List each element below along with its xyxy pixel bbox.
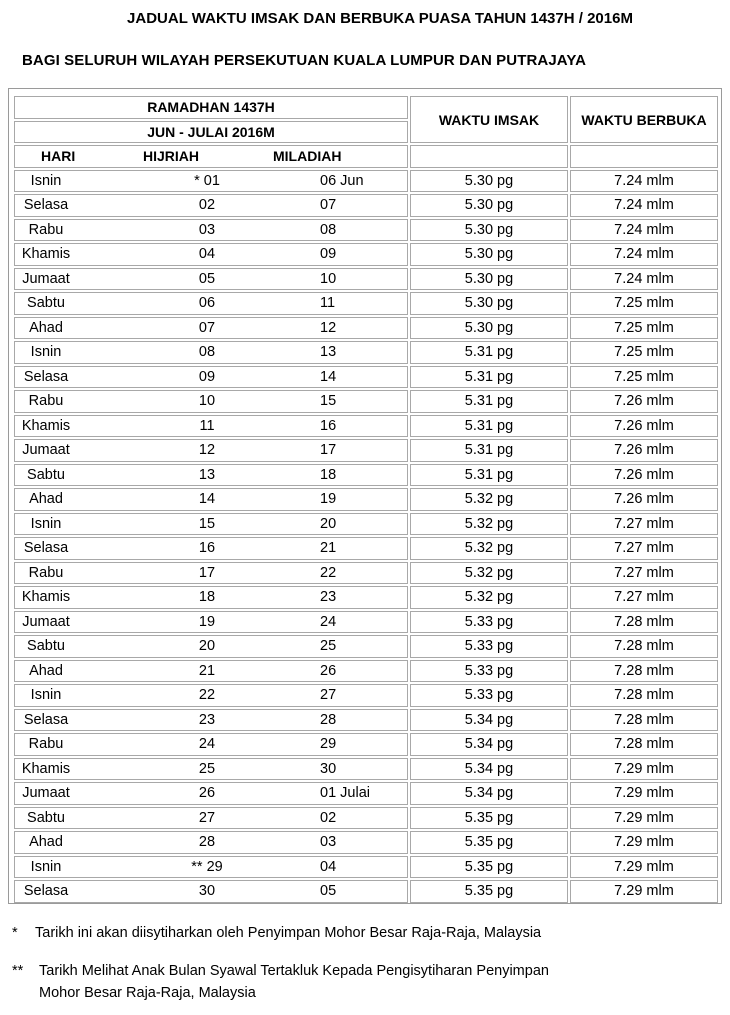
hijriah-value: 24 <box>198 736 216 753</box>
imsak-time: 5.34 pg <box>410 709 568 732</box>
day-date-cell <box>14 513 408 536</box>
hari-value: Rabu <box>28 221 64 238</box>
schedule-table <box>12 94 720 905</box>
hijriah-value: 27 <box>198 809 216 826</box>
table-row <box>14 292 718 315</box>
table-row <box>14 586 718 609</box>
table-row <box>14 488 718 511</box>
header-ramadhan: RAMADHAN 1437H <box>14 96 408 119</box>
day-date-cell <box>14 880 408 903</box>
table-row <box>14 268 718 291</box>
day-date-cell <box>14 611 408 634</box>
day-date-cell <box>14 856 408 879</box>
hijriah-value: * 01 <box>194 172 220 189</box>
hari-value: Rabu <box>28 393 64 410</box>
imsak-time: 5.30 pg <box>410 243 568 266</box>
imsak-time: 5.33 pg <box>410 660 568 683</box>
berbuka-time: 7.25 mlm <box>570 317 718 340</box>
miladiah-value: 04 <box>320 858 337 875</box>
table-row <box>14 464 718 487</box>
footnote-1-text: Tarikh ini akan diisytiharkan oleh Penyimpan Mohor Besar Raja-Raja, Malaysia <box>35 925 542 941</box>
day-date-cell <box>14 390 408 413</box>
hijriah-value: 04 <box>198 246 216 263</box>
day-date-cell <box>14 635 408 658</box>
imsak-time: 5.31 pg <box>410 341 568 364</box>
berbuka-time: 7.24 mlm <box>570 170 718 193</box>
hari-value: Selasa <box>23 197 69 214</box>
imsak-time: 5.31 pg <box>410 390 568 413</box>
day-date-cell <box>14 758 408 781</box>
berbuka-time: 7.27 mlm <box>570 562 718 585</box>
day-date-cell <box>14 831 408 854</box>
miladiah-value: 18 <box>320 466 337 483</box>
imsak-time: 5.30 pg <box>410 317 568 340</box>
day-date-cell <box>14 268 408 291</box>
hari-value: Jumaat <box>22 613 70 630</box>
table-row <box>14 733 718 756</box>
hijriah-value: 03 <box>198 221 216 238</box>
hari-value: Khamis <box>21 760 71 777</box>
hari-value: Jumaat <box>22 785 70 802</box>
hari-value: Selasa <box>23 368 69 385</box>
hari-value: Khamis <box>21 589 71 606</box>
berbuka-time: 7.27 mlm <box>570 586 718 609</box>
header-miladiah: MILADIAH <box>273 148 342 165</box>
imsak-time: 5.30 pg <box>410 170 568 193</box>
hijriah-value: 07 <box>198 319 216 336</box>
hijriah-value: 28 <box>198 834 216 851</box>
hari-value: Isnin <box>30 172 62 189</box>
miladiah-value: 30 <box>320 760 337 777</box>
day-date-cell <box>14 292 408 315</box>
day-date-cell <box>14 537 408 560</box>
hari-value: Ahad <box>29 319 63 336</box>
day-date-cell <box>14 415 408 438</box>
berbuka-time: 7.28 mlm <box>570 611 718 634</box>
miladiah-value: 02 <box>320 809 337 826</box>
berbuka-time: 7.25 mlm <box>570 366 718 389</box>
miladiah-value: 01 Julai <box>320 785 370 802</box>
imsak-time: 5.33 pg <box>410 611 568 634</box>
miladiah-value: 27 <box>320 687 337 704</box>
table-row <box>14 611 718 634</box>
miladiah-value: 16 <box>320 417 337 434</box>
hari-value: Selasa <box>23 711 69 728</box>
berbuka-time: 7.25 mlm <box>570 292 718 315</box>
imsak-time: 5.35 pg <box>410 807 568 830</box>
header-row-1 <box>14 96 718 119</box>
table-row <box>14 341 718 364</box>
miladiah-value: 22 <box>320 564 337 581</box>
hijriah-value: 19 <box>198 613 216 630</box>
hijriah-value: 25 <box>198 760 216 777</box>
hari-value: Sabtu <box>27 638 65 655</box>
day-date-cell <box>14 194 408 217</box>
table-row <box>14 439 718 462</box>
miladiah-value: 20 <box>320 515 337 532</box>
hari-value: Sabtu <box>27 466 65 483</box>
table-row <box>14 194 718 217</box>
hari-value: Sabtu <box>27 295 65 312</box>
miladiah-value: 26 <box>320 662 337 679</box>
miladiah-value: 24 <box>320 613 337 630</box>
hijriah-value: 02 <box>198 197 216 214</box>
day-date-cell <box>14 170 408 193</box>
table-row <box>14 513 718 536</box>
miladiah-value: 21 <box>320 540 337 557</box>
miladiah-value: 13 <box>320 344 337 361</box>
hari-value: Jumaat <box>22 270 70 287</box>
table-row <box>14 170 718 193</box>
day-date-cell <box>14 341 408 364</box>
hijriah-value: 14 <box>198 491 216 508</box>
table-row <box>14 880 718 903</box>
table-row <box>14 635 718 658</box>
imsak-time: 5.30 pg <box>410 219 568 242</box>
berbuka-time: 7.24 mlm <box>570 219 718 242</box>
imsak-time: 5.32 pg <box>410 513 568 536</box>
hari-value: Isnin <box>30 687 62 704</box>
berbuka-time: 7.26 mlm <box>570 415 718 438</box>
imsak-time: 5.34 pg <box>410 758 568 781</box>
imsak-time: 5.31 pg <box>410 464 568 487</box>
table-row <box>14 366 718 389</box>
berbuka-time: 7.26 mlm <box>570 390 718 413</box>
berbuka-time: 7.29 mlm <box>570 880 718 903</box>
table-row <box>14 807 718 830</box>
hijriah-value: 26 <box>198 785 216 802</box>
miladiah-value: 23 <box>320 589 337 606</box>
day-date-cell <box>14 733 408 756</box>
day-date-cell <box>14 488 408 511</box>
hijriah-value: 30 <box>198 883 216 900</box>
berbuka-time: 7.24 mlm <box>570 268 718 291</box>
day-date-cell <box>14 464 408 487</box>
imsak-time: 5.32 pg <box>410 562 568 585</box>
hijriah-value: 22 <box>198 687 216 704</box>
header-row-3 <box>14 145 718 168</box>
table-row <box>14 660 718 683</box>
berbuka-time: 7.26 mlm <box>570 464 718 487</box>
berbuka-time: 7.28 mlm <box>570 733 718 756</box>
hijriah-value: 23 <box>198 711 216 728</box>
imsak-time: 5.31 pg <box>410 415 568 438</box>
hari-value: Ahad <box>29 834 63 851</box>
berbuka-time: 7.27 mlm <box>570 537 718 560</box>
header-hijriah: HIJRIAH <box>143 148 200 165</box>
hari-value: Ahad <box>29 491 63 508</box>
imsak-time: 5.31 pg <box>410 366 568 389</box>
berbuka-time: 7.27 mlm <box>570 513 718 536</box>
hijriah-value: 13 <box>198 466 216 483</box>
imsak-time: 5.32 pg <box>410 537 568 560</box>
hari-value: Selasa <box>23 883 69 900</box>
imsak-time: 5.31 pg <box>410 439 568 462</box>
miladiah-value: 14 <box>320 368 337 385</box>
hijriah-value: 10 <box>198 393 216 410</box>
day-date-cell <box>14 684 408 707</box>
miladiah-value: 29 <box>320 736 337 753</box>
table-row <box>14 758 718 781</box>
miladiah-value: 25 <box>320 638 337 655</box>
table-row <box>14 709 718 732</box>
table-row <box>14 562 718 585</box>
hari-value: Isnin <box>30 515 62 532</box>
hijriah-value: 20 <box>198 638 216 655</box>
miladiah-value: 05 <box>320 883 337 900</box>
imsak-time: 5.35 pg <box>410 880 568 903</box>
hari-value: Sabtu <box>27 809 65 826</box>
hari-value: Selasa <box>23 540 69 557</box>
hari-value: Khamis <box>21 417 71 434</box>
imsak-time: 5.30 pg <box>410 292 568 315</box>
hijriah-value: 16 <box>198 540 216 557</box>
imsak-time: 5.32 pg <box>410 586 568 609</box>
document-title: JADUAL WAKTU IMSAK DAN BERBUKA PUASA TAHUN 1437H / 2016M <box>127 10 633 27</box>
miladiah-value: 17 <box>320 442 337 459</box>
table-row <box>14 782 718 805</box>
table-row <box>14 831 718 854</box>
table-row <box>14 856 718 879</box>
berbuka-time: 7.24 mlm <box>570 194 718 217</box>
table-row <box>14 415 718 438</box>
miladiah-value: 06 Jun <box>320 172 364 189</box>
hijriah-value: 11 <box>199 417 215 434</box>
day-date-cell <box>14 317 408 340</box>
table-row <box>14 537 718 560</box>
day-date-cell <box>14 807 408 830</box>
miladiah-value: 11 <box>320 295 336 312</box>
berbuka-time: 7.29 mlm <box>570 782 718 805</box>
imsak-time: 5.32 pg <box>410 488 568 511</box>
header-blank-imsak <box>410 145 568 168</box>
header-hari: HARI <box>41 148 76 165</box>
header-columns <box>14 145 408 168</box>
hari-value: Isnin <box>30 858 62 875</box>
miladiah-value: 08 <box>320 221 337 238</box>
day-date-cell <box>14 660 408 683</box>
day-date-cell <box>14 439 408 462</box>
miladiah-value: 09 <box>320 246 337 263</box>
berbuka-time: 7.28 mlm <box>570 684 718 707</box>
hijriah-value: 12 <box>198 442 216 459</box>
hijriah-value: 21 <box>198 662 216 679</box>
footnote-2-text-line2: Mohor Besar Raja-Raja, Malaysia <box>39 985 256 1001</box>
hari-value: Khamis <box>21 246 71 263</box>
table-row <box>14 684 718 707</box>
footnote-2-text: Tarikh Melihat Anak Bulan Syawal Tertakluk Kepada Pengisytiharan Penyimpan <box>39 963 549 979</box>
day-date-cell <box>14 782 408 805</box>
hijriah-value: 05 <box>198 270 216 287</box>
berbuka-time: 7.26 mlm <box>570 488 718 511</box>
hijriah-value: 15 <box>198 515 216 532</box>
day-date-cell <box>14 219 408 242</box>
imsak-time: 5.34 pg <box>410 733 568 756</box>
imsak-time: 5.33 pg <box>410 635 568 658</box>
header-months: JUN - JULAI 2016M <box>14 121 408 144</box>
table-row <box>14 390 718 413</box>
berbuka-time: 7.29 mlm <box>570 807 718 830</box>
hijriah-value: 18 <box>198 589 216 606</box>
miladiah-value: 28 <box>320 711 337 728</box>
imsak-time: 5.30 pg <box>410 194 568 217</box>
hijriah-value: 06 <box>198 295 216 312</box>
hari-value: Isnin <box>30 344 62 361</box>
header-waktu-imsak: WAKTU IMSAK <box>410 96 568 143</box>
imsak-time: 5.33 pg <box>410 684 568 707</box>
imsak-time: 5.34 pg <box>410 782 568 805</box>
hijriah-value: ** 29 <box>191 858 223 875</box>
berbuka-time: 7.28 mlm <box>570 660 718 683</box>
table-row <box>14 317 718 340</box>
miladiah-value: 10 <box>320 270 337 287</box>
berbuka-time: 7.26 mlm <box>570 439 718 462</box>
berbuka-time: 7.25 mlm <box>570 341 718 364</box>
hari-value: Rabu <box>28 564 64 581</box>
table-row <box>14 219 718 242</box>
header-blank-berbuka <box>570 145 718 168</box>
imsak-time: 5.30 pg <box>410 268 568 291</box>
day-date-cell <box>14 243 408 266</box>
berbuka-time: 7.29 mlm <box>570 758 718 781</box>
berbuka-time: 7.29 mlm <box>570 856 718 879</box>
day-date-cell <box>14 586 408 609</box>
day-date-cell <box>14 709 408 732</box>
berbuka-time: 7.28 mlm <box>570 709 718 732</box>
imsak-time: 5.35 pg <box>410 856 568 879</box>
header-waktu-berbuka: WAKTU BERBUKA <box>570 96 718 143</box>
imsak-time: 5.35 pg <box>410 831 568 854</box>
berbuka-time: 7.28 mlm <box>570 635 718 658</box>
day-date-cell <box>14 366 408 389</box>
miladiah-value: 07 <box>320 197 337 214</box>
table-row <box>14 243 718 266</box>
hari-value: Ahad <box>29 662 63 679</box>
footnote-2-mark: ** <box>12 963 24 979</box>
miladiah-value: 19 <box>320 491 337 508</box>
day-date-cell <box>14 562 408 585</box>
footnote-1-mark: * <box>12 925 18 941</box>
berbuka-time: 7.24 mlm <box>570 243 718 266</box>
hari-value: Jumaat <box>22 442 70 459</box>
hijriah-value: 08 <box>198 344 216 361</box>
hijriah-value: 17 <box>198 564 216 581</box>
miladiah-value: 03 <box>320 834 337 851</box>
miladiah-value: 12 <box>320 319 337 336</box>
document-subtitle: BAGI SELURUH WILAYAH PERSEKUTUAN KUALA LUMPUR DAN PUTRAJAYA <box>22 52 587 69</box>
hijriah-value: 09 <box>198 368 216 385</box>
miladiah-value: 15 <box>320 393 337 410</box>
berbuka-time: 7.29 mlm <box>570 831 718 854</box>
hari-value: Rabu <box>28 736 64 753</box>
